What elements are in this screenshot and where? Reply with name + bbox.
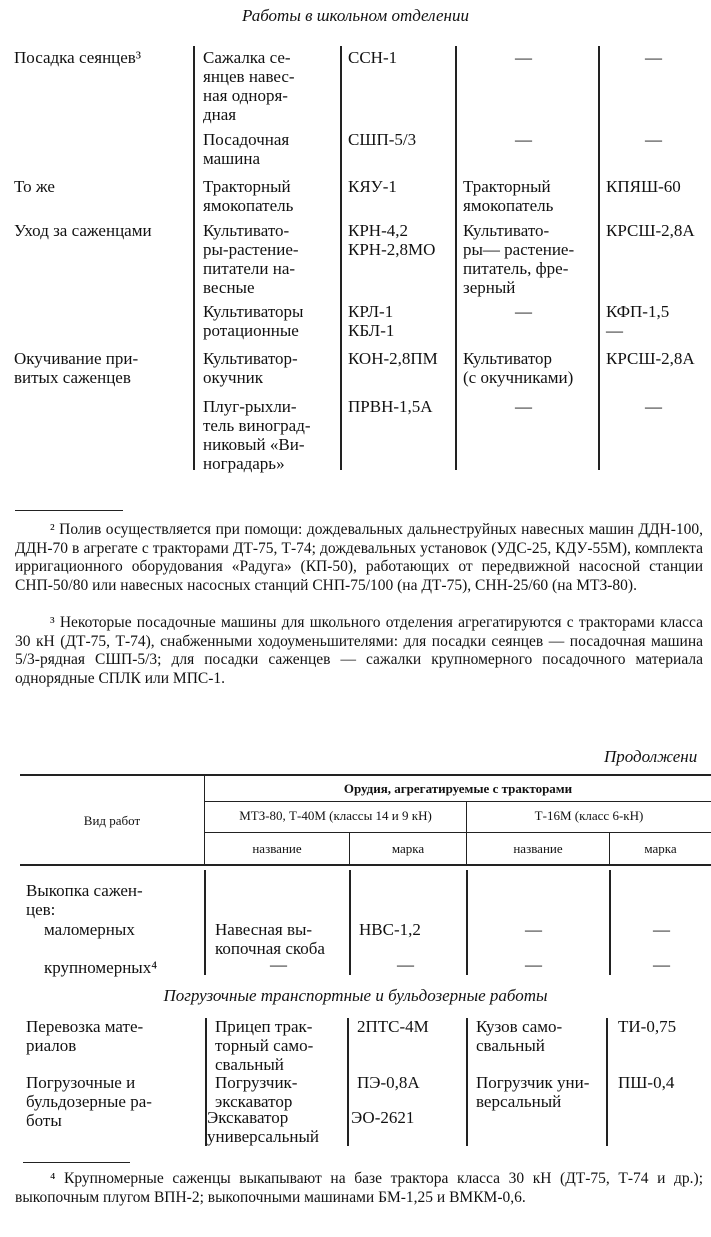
table2-divider: [347, 1018, 349, 1146]
table1-work: Уход за саженцами: [14, 221, 152, 240]
row-dig-title: Выкопка сажен- цев:: [26, 881, 143, 919]
table1-tool2: —: [515, 397, 532, 416]
table1-mark2: КРСШ-2,8А: [606, 221, 695, 240]
continuation-label: Продолжени: [604, 747, 698, 766]
table1-mark2: —: [645, 48, 662, 67]
table1-mark1: КОН-2,8ПМ: [348, 349, 438, 368]
table1-mark2: —: [645, 397, 662, 416]
footnote-rule: [23, 1162, 130, 1163]
header-mark: марка: [644, 841, 677, 856]
table1-tool2: Тракторный ямокопатель: [463, 177, 554, 215]
header-group-1: МТЗ-80, Т-40М (классы 14 и 9 кН): [239, 808, 432, 823]
table1-tool1: Плуг-рыхли- тель виноград- никовый «Ви- ноградарь»: [203, 397, 311, 473]
table2-mark2: ПШ-0,4: [618, 1073, 675, 1092]
table2-mark1: 2ПТС-4М: [357, 1017, 429, 1036]
table1-mark1: КЯУ-1: [348, 177, 397, 196]
row-big-tool1: —: [270, 955, 287, 974]
row-small-tool2: —: [525, 920, 542, 939]
table1-tool1: Культивато- ры-растение- питатели на- весные: [203, 221, 299, 297]
table1-tool2: Культивато- ры— растение- питатель, фре- зерный: [463, 221, 575, 297]
header-mark: марка: [391, 841, 425, 856]
table1-work: Посадка сеянцев³: [14, 48, 141, 67]
table2-work: Погрузочные и бульдозерные ра- боты: [26, 1073, 152, 1130]
header-name: название: [252, 841, 302, 856]
table1-divider-4: [598, 46, 600, 470]
table1-mark1: КРЛ-1 КБЛ-1: [348, 302, 395, 340]
table1-mark2: —: [645, 130, 662, 149]
table2-tool2: Кузов само- свальный: [476, 1017, 563, 1055]
row-big-tool2: —: [525, 955, 542, 974]
table2-tool1: Экскаватор универсальный: [207, 1108, 319, 1146]
table1-mark1: ССН-1: [348, 48, 398, 67]
table1-mark1: КРН-4,2 КРН-2,8МО: [348, 221, 436, 259]
table1-tool1: Культиватор- окучник: [203, 349, 298, 387]
header-main: Орудия, агрегатируемые с тракторами: [343, 781, 573, 796]
table1-tool1: Тракторный ямокопатель: [203, 177, 294, 215]
table2-work: Перевозка мате- риалов: [26, 1017, 144, 1055]
header-work: Вид работ: [83, 813, 141, 828]
header-rule-1: [205, 801, 711, 802]
table1-tool1: Посадочная машина: [203, 130, 290, 168]
table1-work: То же: [14, 177, 55, 196]
table1-mark2: КПЯШ-60: [606, 177, 681, 196]
table1-divider-2: [340, 46, 342, 470]
footnote-3: ³ Некоторые посадочные машины для школьного отделения агрегатируются с тракторами класса 30 кН (ДТ-75, Т-74), снабженными ходоуменьшителями: для посадки сеянцев — посадочная машина 5/3-рядная СШП-5/3; для посадки саженцев — сажалки крупномерного посадочного материала однорядные СПЛК или МПС-1.: [15, 614, 703, 687]
row-small-mark: НВС-1,2: [359, 920, 421, 939]
header-group-2: Т-16М (класс 6-кН): [534, 808, 644, 823]
row-big-mark2: —: [653, 955, 670, 974]
footnote-2: ² Полив осуществляется при помощи: дождевальных дальнеструйных навесных машин ДДН-100, ДДН-70 в агрегате с тракторами ДТ-75, Т-74; дождевальных установок (УДС-25, КДУ-55М), комплекта ирригационного оборудования «Радуга» (КП-50), работающих от передвижной насосной станции СНП-50/80 или навесных насосных станций СНП-75/100 (на ДТ-75), СНН-25/60 (на МТЗ-80).: [15, 521, 703, 594]
row-big-mark1: —: [397, 955, 414, 974]
table1-mark1: ПРВН-1,5А: [348, 397, 433, 416]
row-small-tool: Навесная вы- копочная скоба: [215, 920, 325, 958]
table1-divider-1: [193, 46, 195, 470]
header-name: название: [513, 841, 563, 856]
table2-divider: [609, 870, 611, 975]
table2-mark1: ЭО-2621: [351, 1108, 415, 1127]
row-big: крупномерных⁴: [44, 958, 158, 977]
section-title-2: Погрузочные транспортные и бульдозерные работы: [163, 986, 548, 1005]
section-title: Работы в школьном отделении: [241, 6, 469, 25]
table1-work: Окучивание при- витых саженцев: [14, 349, 139, 387]
header-top-rule: [20, 774, 711, 776]
table1-tool1: Сажалка се- янцев навес- ная одноря- дная: [203, 48, 295, 124]
table2-tool1: Погрузчик- экскаватор: [215, 1073, 298, 1111]
table2-divider: [204, 870, 206, 975]
table1-tool2: —: [515, 302, 532, 321]
table1-mark2: КРСШ-2,8А: [606, 349, 695, 368]
header-bottom-rule: [20, 864, 711, 866]
row-small-mark2: —: [653, 920, 670, 939]
table2-divider: [466, 870, 468, 975]
header-rule-2: [205, 832, 711, 833]
table2-mark1: ПЭ-0,8А: [357, 1073, 420, 1092]
table2-mark2: ТИ-0,75: [618, 1017, 677, 1036]
table1-tool1: Культиваторы ротационные: [203, 302, 304, 340]
table1-tool2: Культиватор (с окучниками): [463, 349, 574, 387]
table1-mark2: КФП-1,5 —: [606, 302, 670, 340]
table2-divider: [349, 870, 351, 975]
table2-divider: [606, 1018, 608, 1146]
footnote-rule: [15, 510, 123, 511]
row-small: маломерных: [44, 920, 135, 939]
table2-divider: [466, 1018, 468, 1146]
table2-tool1: Прицеп трак- торный само- свальный: [215, 1017, 314, 1074]
table1-tool2: —: [515, 48, 532, 67]
table1-mark1: СШП-5/3: [348, 130, 417, 149]
table2-tool2: Погрузчик уни- версальный: [476, 1073, 590, 1111]
table1-divider-3: [455, 46, 457, 470]
table1-tool2: —: [515, 130, 532, 149]
footnote-4: ⁴ Крупномерные саженцы выкапывают на базе трактора класса 30 кН (ДТ-75, Т-74 и др.); выкопочным плугом ВПН-2; выкопочными машинами БМ-1,25 и ВМКМ-0,6.: [15, 1170, 703, 1206]
